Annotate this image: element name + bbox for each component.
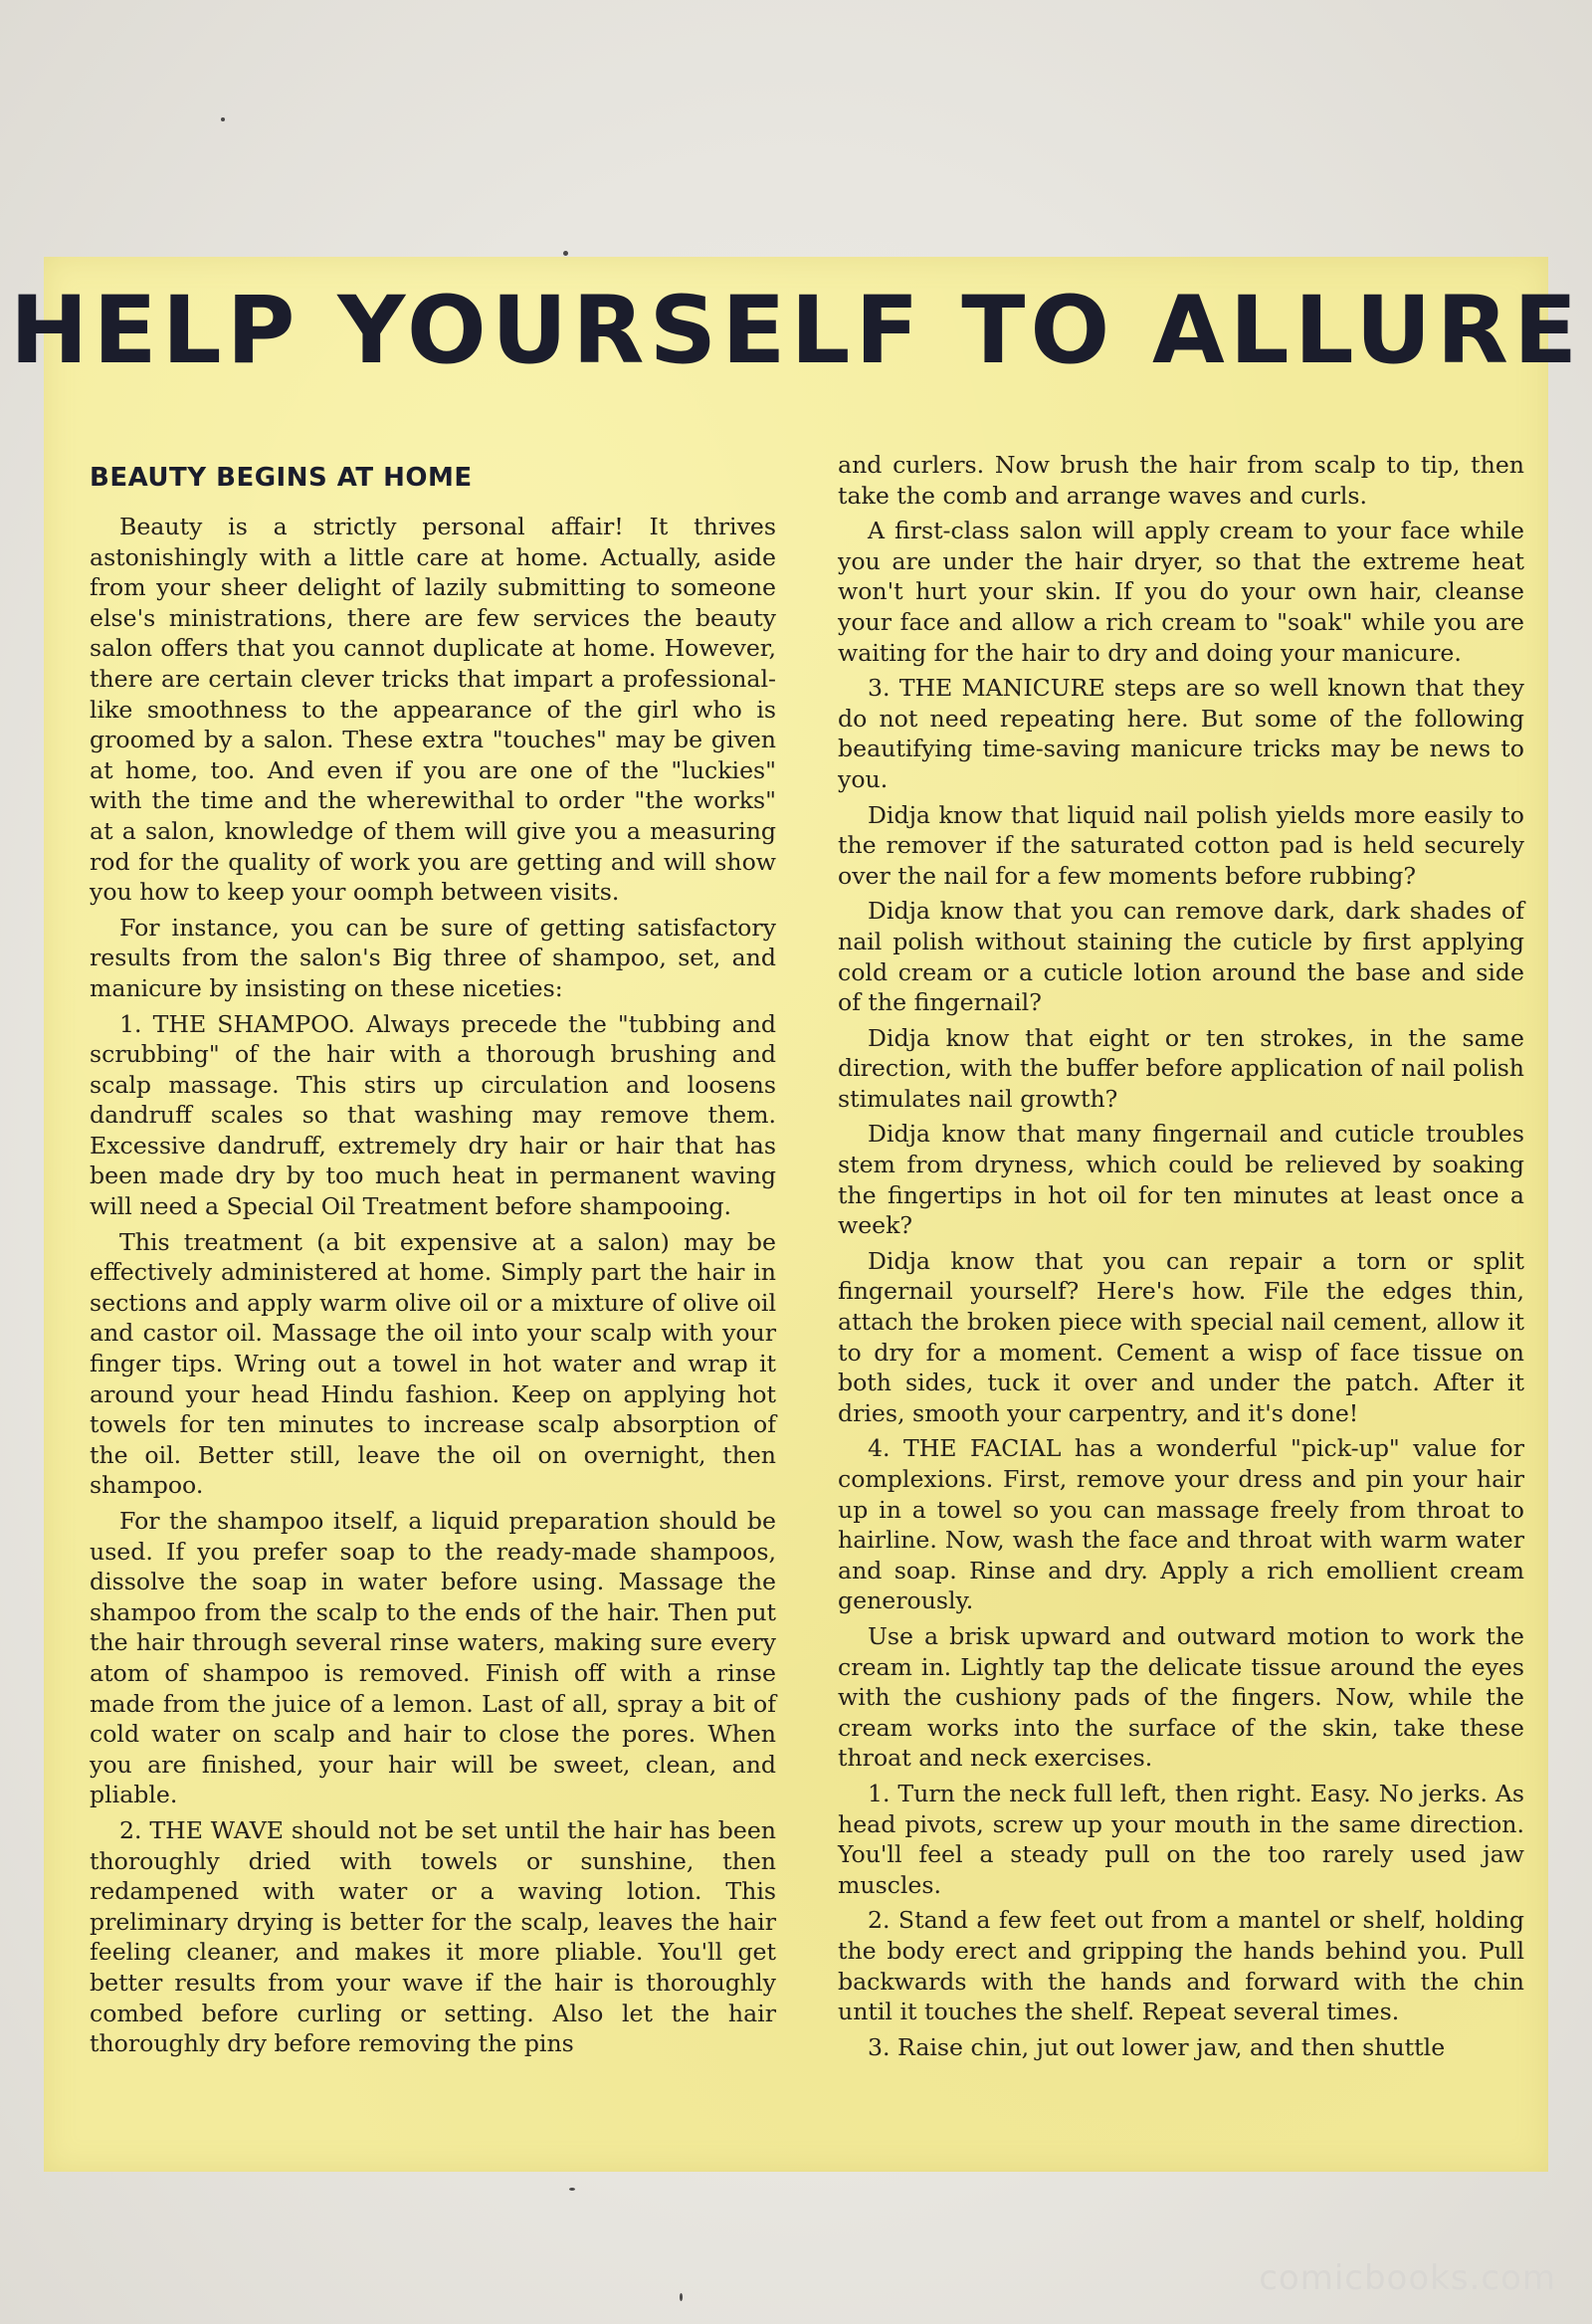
paragraph: Didja know that liquid nail polish yields more easily to the remover if the saturated cotton pad is held securely over the nail for a few moments before rubbing? — [838, 800, 1524, 890]
section-heading: BEAUTY BEGINS AT HOME — [90, 463, 473, 493]
article-title: HELP YOURSELF TO ALLURE — [9, 277, 1583, 385]
paragraph: Beauty is a strictly personal affair! It thrives astonishingly with a little care at home. Actually, aside from your sheer delight of lazily submitting to someone else's ministrations, there are few services the beauty salon offers that you cannot duplicate at home. However, there are certain clever tricks that impart a professional-like smoothness to the appearance of the girl who is groomed by a salon. These extra "touches" may be given at home, too. And even if you are one of the "luckies" with the time and the wherewithal to order "the works" at a salon, knowledge of them will give you a measuring rod for the quality of work you are getting and will show you how to keep your oomph between visits. — [90, 513, 776, 907]
watermark: comicbooks.com — [1259, 2258, 1556, 2298]
paragraph: For instance, you can be sure of getting satisfactory results from the salon's Big three of shampoo, set, and manicure by insisting on these niceties: — [90, 913, 776, 1002]
paragraph: 1. THE SHAMPOO. Always precede the "tubbing and scrubbing" of the hair with a thorough brushing and scalp massage. This stirs up circulation and loosens dandruff scales so that washing may remove them. Excessive dandruff, extremely dry hair or hair that has been made dry by too much heat in permanent waving will need a Special Oil Treatment before shampooing. — [90, 1009, 776, 1221]
print-speck — [569, 2188, 575, 2191]
paragraph: A first-class salon will apply cream to your face while you are under the hair dryer, so that the extreme heat won't hurt your skin. If you do your own hair, cleanse your face and allow a rich cream to "soak" while you are waiting for the hair to dry and doing your manicure. — [838, 517, 1524, 667]
print-speck — [563, 251, 568, 256]
print-speck — [221, 117, 225, 121]
paragraph: Didja know that eight or ten strokes, in the same direction, with the buffer before application of nail polish stimulates nail growth? — [838, 1023, 1524, 1113]
paragraph: 2. THE WAVE should not be set until the hair has been thoroughly dried with towels or sunshine, then redampened with water or a waving lotion. This preliminary drying is better for the scalp, leaves the hair feeling cleaner, and makes it more pliable. You'll get better results from your wave if the hair is thoroughly combed before curling or setting. Also let the hair thoroughly dry before removing the pins — [90, 1815, 776, 2058]
paragraph: 3. THE MANICURE steps are so well known that they do not need repeating here. But some of the following beautifying time-saving manicure tricks may be news to you. — [838, 674, 1524, 793]
paragraph: 3. Raise chin, jut out lower jaw, and then shuttle — [868, 2032, 1446, 2061]
paragraph: Didja know that you can repair a torn or split fingernail yourself? Here's how. File the edges thin, attach the broken piece with special nail cement, allow it to dry for a moment. Cement a wisp of face tissue on both sides, tuck it over and under the patch. After it dries, smooth your carpentry, and it's done! — [838, 1246, 1524, 1427]
paragraph: Didja know that you can remove dark, dark shades of nail polish without staining the cuticle by first applying cold cream or a cuticle lotion around the base and side of the fingernail? — [838, 897, 1524, 1017]
paragraph: Use a brisk upward and outward motion to work the cream in. Lightly tap the delicate tissue around the eyes with the cushiony pads of the fingers. Now, while the cream works into the surface of the skin, take these throat and neck exercises. — [838, 1621, 1524, 1773]
paragraph: For the shampoo itself, a liquid preparation should be used. If you prefer soap to the ready-made shampoos, dissolve the soap in water before using. Massage the shampoo from the scalp to the ends of the hair. Then put the hair through several rinse waters, making sure every atom of shampoo is removed. Finish off with a rinse made from the juice of a lemon. Last of all, spray a bit of cold water on scalp and hair to close the pores. When you are finished, your hair will be sweet, clean, and pliable. — [90, 1507, 776, 1809]
paragraph: This treatment (a bit expensive at a salon) may be effectively administered at home. Simply part the hair in sections and apply warm olive oil or a mixture of olive oil and castor oil. Massage the oil into your scalp with your finger tips. Wring out a towel in hot water and wrap it around your head Hindu fashion. Keep on applying hot towels for ten minutes to increase scalp absorption of the oil. Better still, leave the oil on overnight, then shampoo. — [90, 1227, 776, 1500]
right-column — [838, 450, 1524, 2062]
left-column — [90, 462, 776, 2059]
paragraph: Didja know that many fingernail and cuticle troubles stem from dryness, which could be relieved by soaking the fingertips in hot oil for ten minutes at least once a week? — [838, 1120, 1524, 1240]
paragraph: 4. THE FACIAL has a wonderful "pick-up" value for complexions. First, remove your dress and pin your hair up in a towel so you can massage freely from throat to hairline. Now, wash the face and throat with warm water and soap. Rinse and dry. Apply a rich emollient cream generously. — [838, 1434, 1524, 1615]
paragraph: 2. Stand a few feet out from a mantel or shelf, holding the body erect and gripping the hands behind you. Pull backwards with the hands and forward with the chin until it touches the shelf. Repeat several times. — [838, 1906, 1524, 2026]
paragraph: 1. Turn the neck full left, then right. Easy. No jerks. As head pivots, screw up your mouth in the same direction. You'll feel a steady pull on the too rarely used jaw muscles. — [838, 1779, 1524, 1899]
print-speck — [680, 2293, 683, 2301]
paragraph-continuation: and curlers. Now brush the hair from scalp to tip, then take the comb and arrange waves and curls. — [838, 451, 1524, 510]
